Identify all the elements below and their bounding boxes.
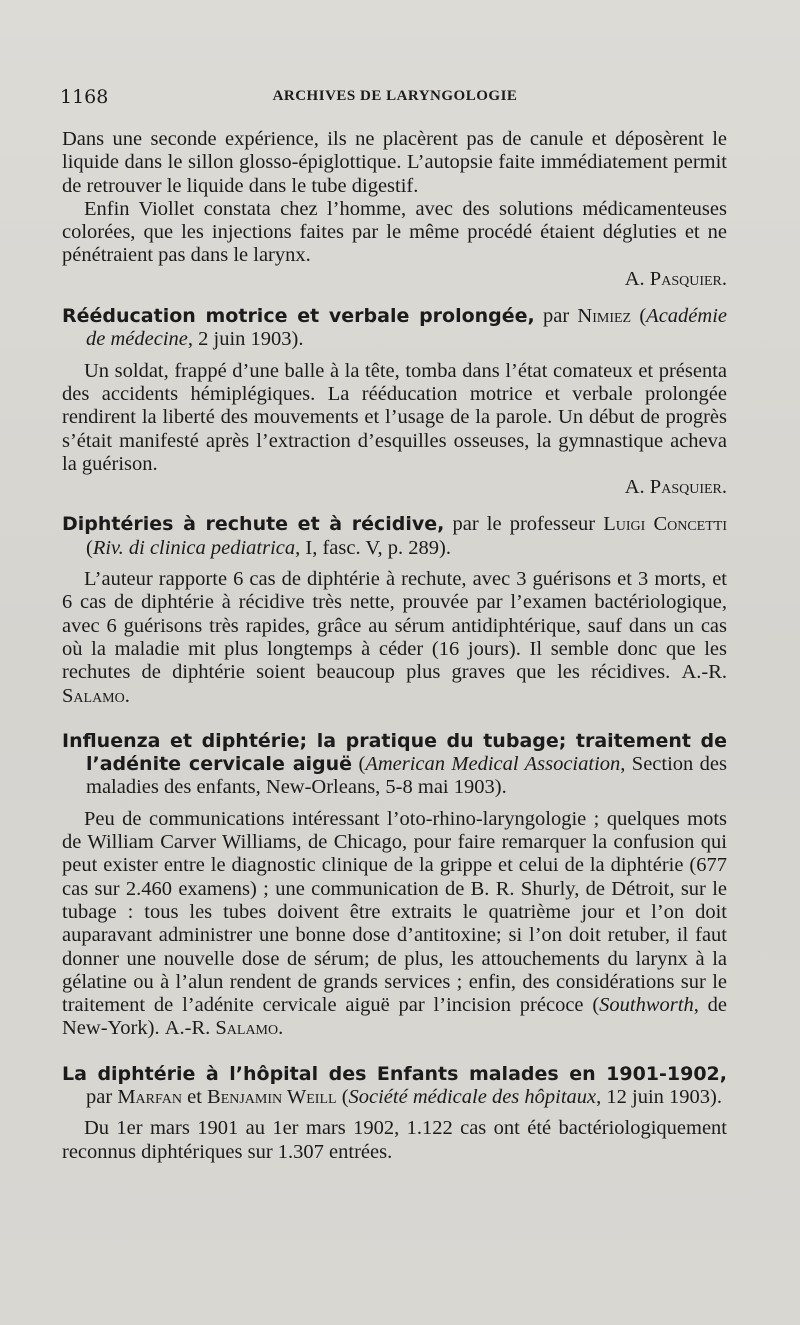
signature: A. Pasquier.: [624, 476, 727, 499]
article-title: Influenza et diphtérie; la pratique du tubage; traitement de l’adénite cervicale aiguë (American Medical Association, Section des maladies des enfants, New-Orleans, 5-8 mai 1903).: [62, 729, 728, 799]
page-number: 1168: [60, 86, 109, 108]
article-title: Diphtéries à rechute et à récidive, par le professeur Luigi Concetti (Riv. di clinica pediatrica, I, fasc. V, p. 289).: [62, 513, 727, 559]
article-title-text: La diphtérie à l’hôpital des Enfants malades en 1901-1902,: [62, 1062, 727, 1085]
paragraph: Peu de communications intéressant l’oto-rhino-laryngologie ; quelques mots de William Carver Williams, de Chicago, pour faire remarquer la confusion qui peut exister entre le diagnostic clinique de la grippe et celui de la diphtérie (677 cas sur 2.460 examens) ; une communication de B. R. Shurly, de Détroit, sur le tubage : tous les tubes doivent être extraits le quatrième jour et l’on doit auparavant administrer une bonne dose d’antitoxine; si l’on doit retuber, il faut donner une nouvelle dose de sérum; de plus, les attouchements du larynx à la gélatine ou à l’alun rendent de grands services ; enfin, des considérations sur le traitement de l’adénite cervicale aiguë par l’incision précoce (Southworth, de New-York). A.-R. Salamo.: [62, 807, 727, 1040]
article-title-text: Diphtéries à rechute et à récidive,: [62, 513, 445, 536]
running-head: ARCHIVES DE LARYNGOLOGIE: [272, 88, 518, 104]
author-name: Nimiez: [577, 305, 632, 328]
article-title: La diphtérie à l’hôpital des Enfants malades en 1901-1902, par Marfan et Benjamin Weill (Société médicale des hôpitaux, 12 juin 1903).: [62, 1062, 727, 1108]
source-name: Société médicale des hôpitaux: [348, 1085, 597, 1108]
article-title: Rééducation motrice et verbale prolongée, par Nimiez (Académie de médecine, 2 juin 1903).: [62, 305, 727, 351]
paragraph: L’auteur rapporte 6 cas de diphtérie à rechute, avec 3 guérisons et 3 morts, et 6 cas de diphtérie à récidive très nette, prouvée par l’examen bactériologique, avec 6 guérisons très rapides, grâce au sérum antidiphtérique, sauf dans un cas où la maladie mit plus longtemps à céder (16 jours). Il semble donc que les rechutes de diphtérie soient beaucoup plus graves que les récidives. A.-R. Salamo.: [62, 568, 728, 707]
source-name: Riv. di clinica pediatrica: [92, 536, 296, 559]
page-header: [60, 86, 730, 116]
source-name: American Medical Association: [365, 753, 621, 776]
source-name: Académie de médecine: [86, 305, 727, 351]
signature: A. Pasquier.: [624, 267, 727, 290]
author-name: Marfan: [117, 1085, 182, 1108]
author-name: Benjamin Weill: [207, 1085, 337, 1108]
paragraph: Enfin Viollet constata chez l’homme, avec des solutions médicamenteuses colorées, que les injections faites par le même procédé étaient dégluties et ne pénétraient pas dans le larynx.: [62, 197, 727, 267]
author-name: Luigi Concetti: [603, 513, 727, 536]
paragraph: Un soldat, frappé d’une balle à la tête, tomba dans l’état comateux et présenta des accidents hémiplégiques. La rééducation motrice et verbale prolongée rendirent la liberté des mouvements et l’usage de la parole. Un début de progrès s’était manifesté après l’extraction d’esquilles osseuses, la gymnastique acheva la guérison.: [62, 359, 727, 475]
page-body: [62, 128, 727, 1164]
paragraph: Dans une seconde expérience, ils ne placèrent pas de canule et déposèrent le liquide dans le sillon glosso-épiglottique. L’autopsie faite immédiatement permit de retrouver le liquide dans le tube digestif.: [62, 128, 727, 197]
paragraph: Du 1er mars 1901 au 1er mars 1902, 1.122 cas ont été bactériologiquement reconnus diphtériques sur 1.307 entrées.: [62, 1117, 727, 1163]
article-title-text: Rééducation motrice et verbale prolongée,: [62, 305, 535, 328]
signature: A.-R. Salamo.: [62, 661, 728, 707]
article-title-text: Influenza et diphtérie; la pratique du tubage; traitement de l’adénite cervicale aiguë: [62, 729, 727, 776]
signature: A.-R. Salamo.: [164, 1017, 284, 1040]
